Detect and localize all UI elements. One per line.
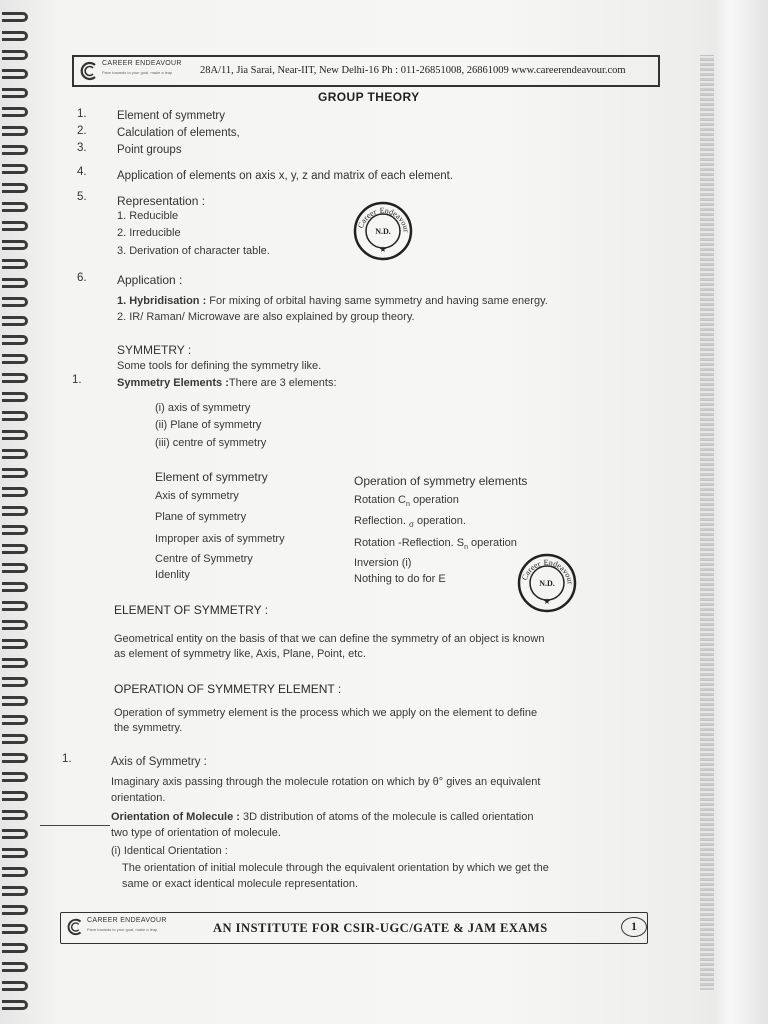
table-cell-operation: Nothing to do for E bbox=[354, 573, 446, 585]
spiral-coil bbox=[2, 715, 28, 725]
spiral-coil bbox=[2, 658, 28, 668]
spiral-coil bbox=[2, 316, 28, 326]
axis-heading: Axis of Symmetry : bbox=[111, 756, 207, 768]
operation-suffix: operation bbox=[467, 537, 517, 549]
spiral-coil bbox=[2, 221, 28, 231]
paragraph-line: Imaginary axis passing through the molecule rotation on which by θ° gives an equivalent bbox=[111, 776, 541, 788]
stamp-center-text: N.D. bbox=[375, 227, 391, 236]
list-number: 6. bbox=[77, 272, 87, 284]
table-header-element: Element of symmetry bbox=[155, 470, 268, 484]
paragraph-line: Operation of symmetry element is the process which we apply on the element to define bbox=[114, 707, 538, 719]
application-item bbox=[117, 295, 548, 307]
table-cell-operation bbox=[354, 494, 459, 508]
list-number: 2. bbox=[77, 125, 87, 137]
identical-orientation-heading: (i) Identical Orientation : bbox=[111, 845, 228, 857]
orientation-line bbox=[111, 811, 533, 823]
list-item: 2. Irreducible bbox=[117, 227, 181, 239]
spiral-coil bbox=[2, 639, 28, 649]
list-number: 4. bbox=[77, 166, 87, 178]
spiral-coil bbox=[2, 164, 28, 174]
logo-tagline: Pave towards to your goal, make a leap bbox=[87, 927, 158, 932]
footer-banner bbox=[60, 912, 648, 944]
spiral-binding bbox=[0, 0, 40, 1024]
career-endeavour-logo-icon bbox=[80, 61, 100, 81]
pen-mark-line bbox=[40, 825, 110, 826]
career-endeavour-stamp bbox=[352, 200, 414, 262]
operation-text: Reflection. bbox=[354, 515, 410, 527]
table-cell-element: Centre of Symmetry bbox=[155, 553, 253, 565]
logo-name: CAREER ENDEAVOUR bbox=[102, 60, 182, 67]
logo-tagline: Pave towards to your goal, make a leap bbox=[102, 70, 173, 75]
spiral-coil bbox=[2, 886, 28, 896]
page-number: 1 bbox=[621, 917, 647, 937]
list-item: (i) axis of symmetry bbox=[155, 402, 251, 414]
list-item: 1. Reducible bbox=[117, 210, 179, 222]
spiral-coil bbox=[2, 601, 28, 611]
list-item: Calculation of elements, bbox=[117, 127, 240, 139]
list-number: 3. bbox=[77, 142, 87, 154]
spiral-coil bbox=[2, 202, 28, 212]
page-edge-shadow bbox=[700, 55, 714, 990]
page-edge bbox=[714, 0, 768, 1024]
symmetry-heading: SYMMETRY : bbox=[117, 343, 192, 357]
spiral-coil bbox=[2, 487, 28, 497]
spiral-coil bbox=[2, 107, 28, 117]
spiral-coil bbox=[2, 50, 28, 60]
footer-text: AN INSTITUTE FOR CSIR-UGC/GATE & JAM EXAMS bbox=[213, 921, 548, 935]
career-endeavour-stamp bbox=[516, 552, 578, 614]
spiral-coil bbox=[2, 430, 28, 440]
logo-name: CAREER ENDEAVOUR bbox=[87, 917, 167, 924]
spiral-coil bbox=[2, 620, 28, 630]
spiral-coil bbox=[2, 145, 28, 155]
paragraph-line: two type of orientation of molecule. bbox=[111, 827, 281, 839]
table-header-operation: Operation of symmetry elements bbox=[354, 474, 528, 488]
career-endeavour-logo-icon bbox=[67, 918, 85, 936]
spiral-coil bbox=[2, 506, 28, 516]
list-number: 5. bbox=[77, 191, 87, 203]
representation-heading: Representation : bbox=[117, 194, 206, 208]
operation-subscript: σ bbox=[409, 520, 414, 530]
list-number: 1. bbox=[77, 108, 87, 120]
spiral-coil bbox=[2, 867, 28, 877]
spiral-coil bbox=[2, 544, 28, 554]
stamp-ring-text: Career bbox=[355, 207, 378, 230]
element-of-symmetry-heading: ELEMENT OF SYMMETRY : bbox=[114, 603, 269, 617]
spiral-coil bbox=[2, 734, 28, 744]
spiral-coil bbox=[2, 696, 28, 706]
paragraph-line: as element of symmetry like, Axis, Plane, Point, etc. bbox=[114, 648, 366, 660]
spiral-coil bbox=[2, 88, 28, 98]
spiral-coil bbox=[2, 753, 28, 763]
list-number: 1. bbox=[62, 753, 72, 765]
list-number: 1. bbox=[72, 374, 82, 386]
spiral-coil bbox=[2, 240, 28, 250]
operation-suffix: operation. bbox=[413, 515, 466, 527]
list-item: (ii) Plane of symmetry bbox=[155, 419, 262, 431]
spiral-coil bbox=[2, 335, 28, 345]
spiral-coil bbox=[2, 924, 28, 934]
spiral-coil bbox=[2, 411, 28, 421]
spiral-coil bbox=[2, 829, 28, 839]
application-heading: Application : bbox=[117, 273, 183, 287]
list-item: Point groups bbox=[117, 144, 182, 156]
stamp-center-text: N.D. bbox=[539, 579, 555, 588]
orientation-text: 3D distribution of atoms of the molecule is called orientation bbox=[239, 811, 534, 823]
stamp-ring-text: Career bbox=[519, 559, 542, 582]
stamp-ring-text: Endeavour bbox=[543, 557, 575, 585]
table-cell-element: Plane of symmetry bbox=[155, 511, 247, 523]
stamp-ring-text: Endeavour bbox=[379, 205, 411, 233]
operation-text: Rotation -Reflection. S bbox=[354, 537, 465, 549]
paragraph-line: orientation. bbox=[111, 792, 166, 804]
table-cell-operation bbox=[354, 515, 466, 529]
list-item: Application of elements on axis x, y, z and matrix of each element. bbox=[117, 170, 454, 182]
spiral-coil bbox=[2, 297, 28, 307]
page-title: GROUP THEORY bbox=[318, 90, 420, 104]
symmetry-elements-text: There are 3 elements: bbox=[228, 377, 337, 389]
symmetry-elements-label: Symmetry Elements : bbox=[117, 377, 229, 389]
stamp-star-icon: ★ bbox=[543, 597, 551, 606]
spiral-coil bbox=[2, 69, 28, 79]
spiral-coil bbox=[2, 31, 28, 41]
symmetry-elements bbox=[117, 377, 337, 389]
spiral-coil bbox=[2, 126, 28, 136]
spiral-coil bbox=[2, 392, 28, 402]
table-cell-operation: Inversion (i) bbox=[354, 557, 412, 569]
stamp-star-icon: ★ bbox=[379, 245, 387, 254]
table-cell-operation bbox=[354, 537, 517, 551]
spiral-coil bbox=[2, 677, 28, 687]
hybridisation-text: For mixing of orbital having same symmetry and having same energy. bbox=[206, 295, 548, 307]
spiral-coil bbox=[2, 525, 28, 535]
paragraph-line: The orientation of initial molecule through the equivalent orientation by which we get the bbox=[122, 862, 549, 874]
spiral-coil bbox=[2, 1000, 28, 1010]
paragraph-line: same or exact identical molecule representation. bbox=[122, 878, 359, 890]
spiral-coil bbox=[2, 772, 28, 782]
header-address: 28A/11, Jia Sarai, Near-IIT, New Delhi-16 Ph : 011-26851008, 26861009 www.careerendeavour.com bbox=[200, 65, 626, 76]
spiral-coil bbox=[2, 791, 28, 801]
symmetry-intro: Some tools for defining the symmetry like. bbox=[117, 360, 322, 372]
spiral-coil bbox=[2, 563, 28, 573]
spiral-coil bbox=[2, 848, 28, 858]
hybridisation-label: 1. Hybridisation : bbox=[117, 295, 207, 307]
spiral-coil bbox=[2, 810, 28, 820]
paragraph-line: Geometrical entity on the basis of that we can define the symmetry of an object is known bbox=[114, 633, 545, 645]
header-banner bbox=[72, 55, 660, 87]
spiral-coil bbox=[2, 354, 28, 364]
spiral-coil bbox=[2, 449, 28, 459]
table-cell-element: Improper axis of symmetry bbox=[155, 533, 285, 545]
spiral-coil bbox=[2, 582, 28, 592]
paragraph-line: the symmetry. bbox=[114, 722, 183, 734]
table-cell-element: Idenlity bbox=[155, 569, 190, 581]
spiral-coil bbox=[2, 278, 28, 288]
operation-text: Rotation C bbox=[354, 494, 406, 506]
operation-heading: OPERATION OF SYMMETRY ELEMENT : bbox=[114, 682, 342, 696]
spiral-coil bbox=[2, 373, 28, 383]
spiral-coil bbox=[2, 259, 28, 269]
application-item: 2. IR/ Raman/ Microwave are also explained by group theory. bbox=[117, 311, 415, 323]
list-item: (iii) centre of symmetry bbox=[155, 437, 267, 449]
spiral-coil bbox=[2, 468, 28, 478]
operation-subscript: n bbox=[405, 501, 410, 509]
spiral-coil bbox=[2, 183, 28, 193]
spiral-coil bbox=[2, 12, 28, 22]
orientation-label: Orientation of Molecule : bbox=[111, 811, 240, 823]
operation-subscript: n bbox=[464, 544, 468, 552]
spiral-coil bbox=[2, 905, 28, 915]
list-item: Element of symmetry bbox=[117, 110, 225, 122]
operation-suffix: operation bbox=[409, 494, 459, 506]
list-item: 3. Derivation of character table. bbox=[117, 245, 270, 257]
spiral-coil bbox=[2, 943, 28, 953]
spiral-coil bbox=[2, 962, 28, 972]
table-cell-element: Axis of symmetry bbox=[155, 490, 239, 502]
spiral-coil bbox=[2, 981, 28, 991]
